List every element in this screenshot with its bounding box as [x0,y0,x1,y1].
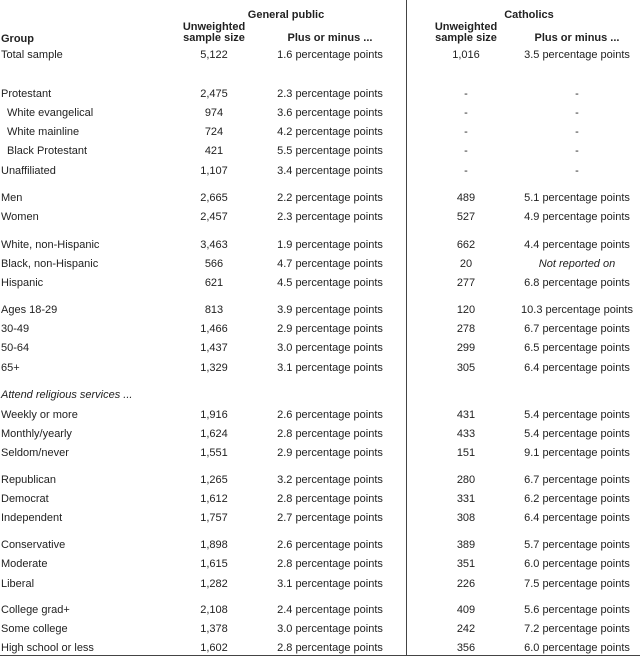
gp-margin-of-error: 4.2 percentage points [277,126,383,138]
table-row [0,106,640,120]
catholic-sample-size: 242 [456,623,476,635]
c-size-header-line1: Unweighted [434,21,498,33]
gp-margin-of-error: 2.6 percentage points [277,539,383,551]
table-row [0,191,640,205]
gp-sample-size: 974 [204,107,224,119]
gp-sample-size: 3,463 [200,239,228,251]
c-margin-header: Plus or minus ... [534,32,620,44]
catholic-margin-of-error: 6.7 percentage points [524,474,630,486]
catholic-sample-size: 409 [456,604,476,616]
catholic-margin-of-error: 6.5 percentage points [524,342,630,354]
catholic-margin-of-error: 6.4 percentage points [524,362,630,374]
catholic-margin-of-error: - [575,165,579,177]
group-label: Independent [1,512,63,524]
catholic-margin-of-error: 9.1 percentage points [524,447,630,459]
table-row [0,388,640,402]
group-label: Men [1,192,23,204]
catholic-margin-of-error: 7.5 percentage points [524,578,630,590]
group-label: Hispanic [1,277,44,289]
gp-sample-size: 724 [204,126,224,138]
gp-sample-size: 1,612 [200,493,228,505]
group-label: 65+ [1,362,20,374]
gp-sample-size: 1,107 [200,165,228,177]
gp-margin-of-error: 3.0 percentage points [277,623,383,635]
table-row [0,641,640,655]
gp-margin-of-error: 3.6 percentage points [277,107,383,119]
gp-margin-of-error: 2.4 percentage points [277,604,383,616]
general-public-header: General public [247,9,325,21]
gp-sample-size: 1,265 [200,474,228,486]
catholic-sample-size: 151 [456,447,476,459]
catholic-sample-size: 433 [456,428,476,440]
gp-sample-size: 2,108 [200,604,228,616]
gp-sample-size: 1,916 [200,409,228,421]
catholic-sample-size: 1,016 [452,49,480,61]
catholic-margin-of-error: - [575,145,579,157]
catholic-sample-size: 299 [456,342,476,354]
group-label: 30-49 [1,323,30,335]
catholic-sample-size: 278 [456,323,476,335]
catholic-sample-size: 226 [456,578,476,590]
gp-margin-header: Plus or minus ... [287,32,373,44]
gp-sample-size: 2,475 [200,88,228,100]
catholic-sample-size: 120 [456,304,476,316]
catholic-sample-size: 277 [456,277,476,289]
gp-sample-size: 1,624 [200,428,228,440]
gp-margin-of-error: 2.8 percentage points [277,558,383,570]
gp-margin-of-error: 2.6 percentage points [277,409,383,421]
gp-sample-size: 1,615 [200,558,228,570]
table-row [0,427,640,441]
table-row [0,577,640,591]
gp-margin-of-error: 2.9 percentage points [277,323,383,335]
gp-sample-size: 621 [204,277,224,289]
gp-sample-size: 2,457 [200,211,228,223]
catholic-sample-size: 331 [456,493,476,505]
group-label: Conservative [1,539,66,551]
catholic-sample-size: 356 [456,642,476,654]
catholic-margin-of-error: 3.5 percentage points [524,49,630,61]
group-label: Unaffiliated [1,165,56,177]
table-row [0,125,640,139]
gp-margin-of-error: 3.9 percentage points [277,304,383,316]
catholic-sample-size: 308 [456,512,476,524]
table-row [0,341,640,355]
gp-margin-of-error: 4.5 percentage points [277,277,383,289]
table-row [0,48,640,62]
group-label: College grad+ [1,604,70,616]
gp-sample-size: 813 [204,304,224,316]
group-label: Black, non-Hispanic [1,258,99,270]
c-size-header-line2: sample size [435,32,497,44]
group-label: Total sample [1,49,63,61]
gp-margin-of-error: 3.1 percentage points [277,578,383,590]
gp-sample-size: 1,466 [200,323,228,335]
catholic-sample-size: 389 [456,539,476,551]
group-label: Ages 18-29 [1,304,58,316]
catholic-sample-size: 305 [456,362,476,374]
gp-sample-size: 1,898 [200,539,228,551]
table-row [0,473,640,487]
gp-size-header-line1: Unweighted [182,21,246,33]
catholic-margin-of-error: 5.4 percentage points [524,428,630,440]
catholic-sample-size: 431 [456,409,476,421]
gp-sample-size: 1,757 [200,512,228,524]
table-row [0,303,640,317]
table-row [0,603,640,617]
table-row [0,538,640,552]
table-row [0,446,640,460]
table-row [0,492,640,506]
table-row [0,238,640,252]
group-label: Protestant [1,88,52,100]
gp-margin-of-error: 3.0 percentage points [277,342,383,354]
catholic-margin-of-error: 5.1 percentage points [524,192,630,204]
gp-margin-of-error: 4.7 percentage points [277,258,383,270]
catholic-margin-of-error: 4.9 percentage points [524,211,630,223]
table-row [0,557,640,571]
catholic-margin-of-error: - [575,126,579,138]
catholic-margin-of-error: 5.4 percentage points [524,409,630,421]
gp-sample-size: 421 [204,145,224,157]
gp-sample-size: 2,665 [200,192,228,204]
catholics-header: Catholics [504,9,554,21]
gp-margin-of-error: 3.4 percentage points [277,165,383,177]
table-row [0,511,640,525]
gp-margin-of-error: 2.8 percentage points [277,428,383,440]
catholic-sample-size: 489 [456,192,476,204]
catholic-sample-size: 351 [456,558,476,570]
catholic-sample-size: - [464,126,468,138]
table-row [0,361,640,375]
gp-margin-of-error: 1.9 percentage points [277,239,383,251]
gp-margin-of-error: 2.3 percentage points [277,211,383,223]
catholic-margin-of-error: 6.0 percentage points [524,558,630,570]
group-label: Seldom/never [1,447,69,459]
group-label: 50-64 [1,342,30,354]
table-row [0,210,640,224]
catholic-margin-of-error: Not reported on [538,258,616,270]
gp-margin-of-error: 2.3 percentage points [277,88,383,100]
catholic-sample-size: 20 [459,258,473,270]
table-row [0,257,640,271]
gp-margin-of-error: 2.8 percentage points [277,642,383,654]
group-label: White, non-Hispanic [1,239,100,251]
gp-margin-of-error: 2.8 percentage points [277,493,383,505]
gp-sample-size: 1,602 [200,642,228,654]
catholic-margin-of-error: - [575,107,579,119]
group-label: Women [1,211,39,223]
table-row [0,408,640,422]
table-row [0,164,640,178]
catholic-sample-size: 662 [456,239,476,251]
gp-sample-size: 5,122 [200,49,228,61]
group-label: Black Protestant [7,145,88,157]
catholic-margin-of-error: 6.2 percentage points [524,493,630,505]
group-label: White mainline [7,126,80,138]
catholic-sample-size: - [464,88,468,100]
catholic-sample-size: 280 [456,474,476,486]
group-label: Attend religious services ... [1,389,133,401]
gp-margin-of-error: 1.6 percentage points [277,49,383,61]
gp-margin-of-error: 5.5 percentage points [277,145,383,157]
group-label: White evangelical [7,107,94,119]
gp-sample-size: 1,282 [200,578,228,590]
catholic-sample-size: - [464,165,468,177]
catholic-margin-of-error: 6.0 percentage points [524,642,630,654]
table-row [0,87,640,101]
gp-sample-size: 1,551 [200,447,228,459]
catholic-margin-of-error: - [575,88,579,100]
group-label: Weekly or more [1,409,78,421]
group-label: Republican [1,474,57,486]
gp-sample-size: 1,378 [200,623,228,635]
catholic-margin-of-error: 10.3 percentage points [521,304,633,316]
table-row [0,144,640,158]
gp-sample-size: 1,329 [200,362,228,374]
table-row [0,276,640,290]
catholic-sample-size: - [464,145,468,157]
table-row [0,622,640,636]
group-header: Group [1,33,34,45]
catholic-sample-size: - [464,107,468,119]
gp-margin-of-error: 2.2 percentage points [277,192,383,204]
catholic-margin-of-error: 6.8 percentage points [524,277,630,289]
group-label: Moderate [1,558,48,570]
gp-margin-of-error: 2.9 percentage points [277,447,383,459]
gp-sample-size: 566 [204,258,224,270]
gp-sample-size: 1,437 [200,342,228,354]
catholic-sample-size: 527 [456,211,476,223]
group-label: Liberal [1,578,35,590]
catholic-margin-of-error: 5.7 percentage points [524,539,630,551]
gp-margin-of-error: 2.7 percentage points [277,512,383,524]
group-label: High school or less [1,642,94,654]
gp-margin-of-error: 3.2 percentage points [277,474,383,486]
catholic-margin-of-error: 6.4 percentage points [524,512,630,524]
group-label: Some college [1,623,68,635]
group-label: Democrat [1,493,49,505]
gp-margin-of-error: 3.1 percentage points [277,362,383,374]
gp-size-header-line2: sample size [183,32,245,44]
catholic-margin-of-error: 7.2 percentage points [524,623,630,635]
group-label: Monthly/yearly [1,428,72,440]
catholic-margin-of-error: 6.7 percentage points [524,323,630,335]
catholic-margin-of-error: 4.4 percentage points [524,239,630,251]
catholic-margin-of-error: 5.6 percentage points [524,604,630,616]
table-row [0,322,640,336]
